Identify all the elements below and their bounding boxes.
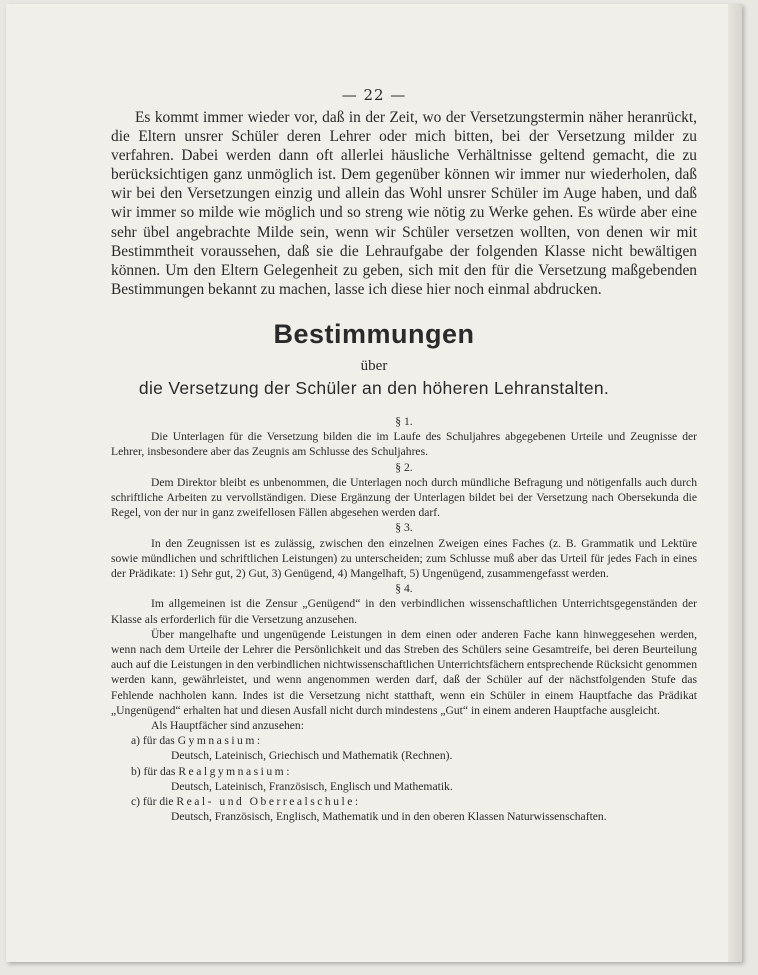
school-label: b) für das: [131, 764, 179, 778]
rules-body: [111, 414, 697, 824]
section-paragraph: In den Zeugnissen ist es zulässig, zwischen den einzelnen Zweigen eines Faches (z. B. Grammatik und Lektüre sowie mündlichen und schriftlichen Leistungen) zu unterscheiden; zum Schlusse muß aber das Urteil für jedes Fach in eines der Prädikate: 1) Sehr gut, 2) Gut, 3) Genügend, 4) Mangelhaft, 5) Ungenügend, zusammengefasst werden.: [111, 536, 697, 581]
section-paragraph: Über mangelhafte und ungenügende Leistungen in dem einen oder anderen Fache kann hinweggesehen werden, wenn nach dem Urteile der Lehrer die Persönlichkeit und das Streben des Schülers seine Gesamtreife, bei deren Beurteilung auch auf die Leistungen in den verbindlichen nichtwissenschaftlichen Unterrichtsfächern entsprechende Rücksicht genommen werden kann, gewährleistet, und wenn angenommen werden darf, daß der Schüler auf der nächstfolgenden Stufe das Fehlende nachholen kann. Indes ist die Versetzung nicht statthaft, wenn ein Schüler in einem Hauptfache das Prädikat „Ungenügend“ erhalten hat und diesen Ausfall nicht durch mindestens „Gut“ in einem anderen Hauptfache ausgleicht.: [111, 627, 697, 717]
school-type-line: [111, 794, 697, 809]
school-subjects: Deutsch, Lateinisch, Französisch, Englisch und Mathematik.: [171, 779, 453, 793]
section-paragraph: Dem Direktor bleibt es unbenommen, die Unterlagen noch durch mündliche Befragung und nötigenfalls auch durch schriftliche Arbeiten zu vervollständigen. Diese Ergänzung der Unterlagen bildet bei der Versetzung nach Obersekunda die Regel, von der nur in ganz zweifellosen Fällen abgesehen werden darf.: [111, 475, 697, 520]
school-label: c) für die: [131, 795, 177, 809]
school-type-line: [111, 733, 697, 748]
school-suffix: :: [286, 764, 290, 778]
intro-paragraph: Es kommt immer wieder vor, daß in der Zeit, wo der Versetzungstermin näher heranrückt, die Eltern unsrer Schüler deren Lehrer oder mich bitten, bei der Versetzung milder zu verfahren. Dabei werden dann oft allerlei häusliche Verhältnisse geltend gemacht, die zu berücksichtigen ganz unmöglich ist. Dem gegenüber können wir immer nur wiederholen, daß wir bei den Versetzungen einzig und allein das Wohl unsrer Schüler im Auge haben, und daß wir immer so milde wie möglich und so streng wie nötig zu Werke gehen. Es würde aber eine sehr übel angebrachte Milde sein, wenn wir Schüler versetzen wollten, von denen wir mit Bestimmtheit voraussehen, daß sie die Lehraufgabe der folgenden Klasse nicht bewältigen können. Um den Eltern Gelegenheit zu geben, sich mit den für die Versetzung maßgebenden Bestimmungen bekannt zu machen, lasse ich diese hier noch einmal abdrucken.: [111, 109, 697, 298]
main-subjects-intro: Als Hauptfächer sind anzusehen:: [151, 719, 304, 733]
intro-section: [111, 108, 697, 299]
school-type-line: [111, 764, 697, 779]
school-suffix: :: [354, 795, 359, 809]
school-subjects: Deutsch, Lateinisch, Griechisch und Mathematik (Rechnen).: [171, 749, 453, 763]
section-mark: § 3.: [395, 521, 413, 535]
section-paragraph: Die Unterlagen für die Versetzung bilden die im Laufe des Schuljahres abgegebenen Urteile und Zeugnisse der Lehrer, insbesondere aber das Zeugnis am Schlusse des Schuljahres.: [111, 430, 697, 459]
section-mark: § 2.: [395, 460, 413, 474]
section-mark: § 1.: [395, 415, 413, 428]
school-label: a) für das: [131, 734, 178, 748]
school-type: Realgymnasium: [178, 764, 287, 778]
page-edge-shadow: [728, 4, 742, 962]
section-mark: § 4.: [395, 582, 413, 596]
document-page: [6, 4, 742, 962]
school-type: Real- und Oberrealschule: [176, 795, 355, 809]
school-subjects: Deutsch, Französisch, Englisch, Mathematik und in den oberen Klassen Naturwissenschaften.: [171, 810, 607, 824]
school-type: Gymnasium: [177, 734, 257, 748]
heading-main: Bestimmungen: [273, 319, 475, 349]
section-paragraph: Im allgemeinen ist die Zensur „Genügend“ in den verbindlichen wissenschaftlichen Unterrichtsgegenständen der Klasse als erforderlich für die Versetzung anzusehen.: [111, 597, 697, 626]
school-suffix: :: [256, 734, 261, 748]
heading-title: die Versetzung der Schüler an den höheren Lehranstalten.: [138, 378, 610, 398]
page-number: — 22 —: [341, 86, 407, 104]
heading-sub: über: [360, 358, 388, 374]
